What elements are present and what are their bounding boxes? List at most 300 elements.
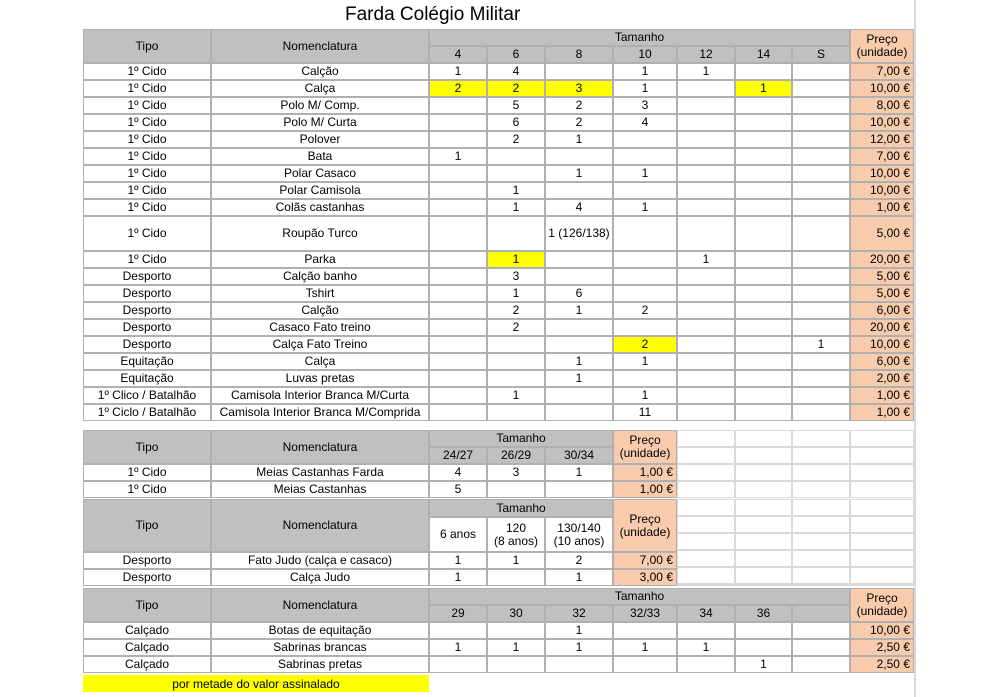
qty-cell: 2 — [487, 302, 545, 319]
qty-cell — [545, 319, 613, 336]
qty-cell — [735, 319, 792, 336]
qty-cell — [735, 404, 792, 421]
empty-cell — [677, 447, 735, 464]
empty-cell — [850, 516, 914, 533]
qty-cell — [677, 353, 735, 370]
row-tipo: 1º Cido — [83, 131, 211, 148]
price-cell: 10,00 € — [850, 336, 914, 353]
qty-cell — [735, 302, 792, 319]
row-tipo: 1º Cido — [83, 481, 211, 498]
qty-cell: 1 — [429, 639, 487, 656]
qty-cell — [545, 268, 613, 285]
size-header: 24/27 — [429, 447, 487, 464]
qty-cell — [545, 182, 613, 199]
qty-cell — [677, 216, 735, 251]
qty-cell — [735, 622, 792, 639]
row-nomenclatura: Polar Casaco — [211, 165, 429, 182]
qty-cell — [792, 656, 850, 673]
qty-cell — [487, 622, 545, 639]
qty-cell: 2 — [429, 80, 487, 97]
price-cell: 8,00 € — [850, 97, 914, 114]
grid-line — [914, 595, 916, 612]
qty-cell: 1 — [545, 165, 613, 182]
qty-cell — [735, 63, 792, 80]
row-tipo: Equitação — [83, 353, 211, 370]
size-header: 30 — [487, 605, 545, 622]
qty-cell: 4 — [545, 199, 613, 216]
row-nomenclatura: Calção banho — [211, 268, 429, 285]
qty-cell — [735, 285, 792, 302]
row-nomenclatura: Fato Judo (calça e casaco) — [211, 552, 429, 569]
grid-line — [914, 187, 916, 204]
row-nomenclatura: Calça — [211, 353, 429, 370]
col-header-tamanho: Tamanho — [429, 430, 613, 447]
qty-cell: 1 — [792, 336, 850, 353]
empty-cell — [677, 550, 735, 567]
qty-cell: 1 — [545, 569, 613, 586]
qty-cell — [429, 251, 487, 268]
empty-cell — [792, 481, 850, 498]
price-cell: 20,00 € — [850, 319, 914, 336]
row-tipo: Calçado — [83, 639, 211, 656]
grid-line — [914, 408, 916, 425]
qty-cell — [735, 251, 792, 268]
qty-cell — [792, 182, 850, 199]
qty-cell — [792, 404, 850, 421]
qty-cell — [677, 131, 735, 148]
row-nomenclatura: Polo M/ Comp. — [211, 97, 429, 114]
size-header: 4 — [429, 46, 487, 63]
qty-cell: 1 — [545, 464, 613, 481]
price-cell: 2,50 € — [850, 639, 914, 656]
qty-cell — [429, 370, 487, 387]
qty-cell — [735, 165, 792, 182]
qty-cell — [487, 353, 545, 370]
qty-cell — [677, 80, 735, 97]
empty-cell — [850, 464, 914, 481]
qty-cell — [792, 80, 850, 97]
grid-line — [914, 238, 916, 255]
col-header-preco: Preço (unidade) — [850, 29, 914, 63]
col-header-preco: Preço (unidade) — [613, 430, 677, 464]
empty-cell — [735, 567, 792, 584]
grid-line — [914, 204, 916, 221]
grid-line — [914, 629, 916, 646]
row-nomenclatura: Meias Castanhas — [211, 481, 429, 498]
qty-cell — [429, 656, 487, 673]
qty-cell — [792, 622, 850, 639]
qty-cell — [677, 319, 735, 336]
qty-cell — [792, 639, 850, 656]
row-tipo: 1º Cido — [83, 199, 211, 216]
col-header-preco: Preço (unidade) — [850, 588, 914, 622]
row-tipo: Desporto — [83, 569, 211, 586]
qty-cell — [613, 622, 677, 639]
qty-cell: 1 — [613, 80, 677, 97]
sheet-title: Farda Colégio Militar — [345, 4, 521, 25]
qty-cell: 1 — [735, 80, 792, 97]
qty-cell — [429, 285, 487, 302]
size-header: 6 — [487, 46, 545, 63]
qty-cell — [429, 114, 487, 131]
qty-cell — [613, 285, 677, 302]
row-nomenclatura: Meias Castanhas Farda — [211, 464, 429, 481]
qty-cell — [545, 336, 613, 353]
qty-cell — [792, 268, 850, 285]
qty-cell — [613, 216, 677, 251]
qty-cell: 4 — [429, 464, 487, 481]
qty-cell — [792, 63, 850, 80]
col-header-tamanho: Tamanho — [429, 29, 850, 46]
col-header-tipo: Tipo — [83, 499, 211, 552]
qty-cell: 1 — [429, 148, 487, 165]
price-cell: 5,00 € — [850, 268, 914, 285]
row-tipo: Desporto — [83, 285, 211, 302]
qty-cell — [487, 569, 545, 586]
qty-cell — [613, 319, 677, 336]
qty-cell — [735, 387, 792, 404]
grid-line — [914, 119, 916, 136]
qty-cell — [429, 353, 487, 370]
qty-cell — [677, 622, 735, 639]
qty-cell — [677, 97, 735, 114]
qty-cell — [677, 285, 735, 302]
price-cell: 1,00 € — [613, 464, 677, 481]
price-cell: 10,00 € — [850, 80, 914, 97]
qty-cell — [545, 481, 613, 498]
qty-cell: 1 — [545, 639, 613, 656]
row-nomenclatura: Calça Fato Treino — [211, 336, 429, 353]
col-header-tipo: Tipo — [83, 588, 211, 622]
qty-cell — [545, 251, 613, 268]
empty-cell — [677, 584, 735, 586]
qty-cell: 3 — [487, 268, 545, 285]
price-cell: 5,00 € — [850, 285, 914, 302]
price-cell: 7,00 € — [850, 148, 914, 165]
grid-line — [914, 102, 916, 119]
legend-note: por metade do valor assinalado — [83, 675, 429, 692]
grid-line — [914, 544, 916, 561]
row-tipo: Desporto — [83, 319, 211, 336]
qty-cell: 1 — [545, 302, 613, 319]
qty-cell: 6 — [545, 285, 613, 302]
row-tipo: 1º Clico / Batalhão — [83, 387, 211, 404]
empty-cell — [792, 550, 850, 567]
empty-cell — [677, 481, 735, 498]
row-nomenclatura: Tshirt — [211, 285, 429, 302]
grid-line — [914, 493, 916, 510]
row-nomenclatura: Polo M/ Curta — [211, 114, 429, 131]
row-nomenclatura: Camisola Interior Branca M/Comprida — [211, 404, 429, 421]
qty-cell — [792, 285, 850, 302]
empty-cell — [850, 481, 914, 498]
qty-cell — [677, 404, 735, 421]
row-nomenclatura: Colãs castanhas — [211, 199, 429, 216]
grid-line — [914, 425, 916, 442]
row-nomenclatura: Polar Camisola — [211, 182, 429, 199]
qty-cell: 2 — [545, 114, 613, 131]
qty-cell — [735, 353, 792, 370]
row-tipo: 1º Ciclo / Batalhão — [83, 404, 211, 421]
empty-cell — [850, 567, 914, 584]
qty-cell — [677, 336, 735, 353]
empty-cell — [735, 430, 792, 447]
size-header: 6 anos — [429, 517, 487, 552]
qty-cell: 1 (126/138) — [545, 216, 613, 251]
empty-cell — [735, 499, 792, 516]
col-header-nomenclatura: Nomenclatura — [211, 499, 429, 552]
grid-line — [914, 459, 916, 476]
qty-cell: 1 — [487, 182, 545, 199]
size-header: 8 — [545, 46, 613, 63]
qty-cell — [487, 336, 545, 353]
empty-cell — [735, 550, 792, 567]
qty-cell — [429, 404, 487, 421]
qty-cell — [792, 302, 850, 319]
grid-line — [914, 663, 916, 680]
row-nomenclatura: Botas de equitação — [211, 622, 429, 639]
col-header-nomenclatura: Nomenclatura — [211, 430, 429, 464]
col-header-nomenclatura: Nomenclatura — [211, 29, 429, 63]
grid-line — [914, 272, 916, 289]
price-cell: 5,00 € — [850, 216, 914, 251]
grid-line — [914, 646, 916, 663]
qty-cell: 1 — [613, 353, 677, 370]
grid-line — [914, 85, 916, 102]
price-cell: 1,00 € — [850, 199, 914, 216]
qty-cell: 1 — [613, 199, 677, 216]
grid-line — [914, 391, 916, 408]
qty-cell — [429, 97, 487, 114]
col-header-nomenclatura: Nomenclatura — [211, 588, 429, 622]
col-header-tamanho: Tamanho — [429, 588, 850, 605]
row-nomenclatura: Casaco Fato treino — [211, 319, 429, 336]
qty-cell — [735, 148, 792, 165]
qty-cell: 5 — [429, 481, 487, 498]
price-cell: 2,50 € — [850, 656, 914, 673]
grid-line — [914, 51, 916, 68]
qty-cell: 2 — [613, 302, 677, 319]
qty-cell: 2 — [545, 97, 613, 114]
qty-cell — [677, 165, 735, 182]
row-nomenclatura: Calça — [211, 80, 429, 97]
qty-cell — [735, 268, 792, 285]
qty-cell — [677, 302, 735, 319]
qty-cell — [735, 97, 792, 114]
qty-cell — [792, 370, 850, 387]
price-cell: 7,00 € — [850, 63, 914, 80]
qty-cell — [487, 148, 545, 165]
qty-cell: 2 — [487, 131, 545, 148]
row-tipo: Calçado — [83, 622, 211, 639]
qty-cell: 1 — [677, 251, 735, 268]
price-cell: 10,00 € — [850, 622, 914, 639]
empty-cell — [677, 533, 735, 550]
qty-cell — [487, 370, 545, 387]
qty-cell: 2 — [487, 80, 545, 97]
row-tipo: 1º Cido — [83, 182, 211, 199]
qty-cell — [613, 182, 677, 199]
price-cell: 10,00 € — [850, 182, 914, 199]
qty-cell — [613, 148, 677, 165]
row-nomenclatura: Bata — [211, 148, 429, 165]
size-header: 30/34 — [545, 447, 613, 464]
qty-cell — [735, 370, 792, 387]
size-header: 130/140 (10 anos) — [545, 517, 613, 552]
row-tipo: 1º Cido — [83, 80, 211, 97]
price-cell: 6,00 € — [850, 353, 914, 370]
qty-cell: 4 — [487, 63, 545, 80]
grid-line — [914, 578, 916, 595]
row-nomenclatura: Calça Judo — [211, 569, 429, 586]
grid-line — [914, 527, 916, 544]
qty-cell: 3 — [613, 97, 677, 114]
size-header: 120 (8 anos) — [487, 517, 545, 552]
qty-cell — [613, 370, 677, 387]
empty-cell — [677, 567, 735, 584]
price-cell: 3,00 € — [613, 569, 677, 586]
qty-cell — [429, 622, 487, 639]
qty-cell — [545, 387, 613, 404]
row-tipo: 1º Cido — [83, 63, 211, 80]
qty-cell: 1 — [545, 622, 613, 639]
qty-cell — [429, 336, 487, 353]
size-header: 32 — [545, 605, 613, 622]
qty-cell — [429, 216, 487, 251]
empty-cell — [850, 584, 914, 586]
empty-cell — [792, 584, 850, 586]
empty-cell — [850, 533, 914, 550]
qty-cell — [677, 387, 735, 404]
row-nomenclatura: Sabrinas brancas — [211, 639, 429, 656]
qty-cell — [429, 302, 487, 319]
grid-line — [914, 340, 916, 357]
qty-cell: 1 — [677, 639, 735, 656]
qty-cell: 1 — [487, 639, 545, 656]
empty-cell — [850, 550, 914, 567]
qty-cell — [429, 387, 487, 404]
price-cell: 10,00 € — [850, 114, 914, 131]
row-tipo: Desporto — [83, 302, 211, 319]
qty-cell — [545, 148, 613, 165]
qty-cell — [677, 182, 735, 199]
empty-cell — [850, 447, 914, 464]
grid-line — [914, 34, 916, 51]
empty-cell — [792, 567, 850, 584]
qty-cell: 1 — [487, 285, 545, 302]
price-cell: 7,00 € — [613, 552, 677, 569]
qty-cell: 4 — [613, 114, 677, 131]
empty-cell — [735, 481, 792, 498]
qty-cell: 1 — [429, 63, 487, 80]
row-nomenclatura: Polover — [211, 131, 429, 148]
empty-cell — [677, 430, 735, 447]
qty-cell: 1 — [545, 353, 613, 370]
row-nomenclatura: Camisola Interior Branca M/Curta — [211, 387, 429, 404]
qty-cell — [735, 216, 792, 251]
col-header-tipo: Tipo — [83, 29, 211, 63]
qty-cell: 2 — [613, 336, 677, 353]
row-tipo: Desporto — [83, 336, 211, 353]
empty-cell — [677, 516, 735, 533]
grid-line — [914, 442, 916, 459]
qty-cell: 1 — [487, 199, 545, 216]
grid-line — [914, 68, 916, 85]
grid-line — [914, 612, 916, 629]
qty-cell: 1 — [613, 387, 677, 404]
qty-cell: 1 — [613, 63, 677, 80]
row-tipo: 1º Cido — [83, 165, 211, 182]
grid-line — [914, 255, 916, 272]
size-header: 36 — [735, 605, 792, 622]
qty-cell — [735, 199, 792, 216]
size-header — [792, 605, 850, 622]
size-header: 34 — [677, 605, 735, 622]
grid-line — [914, 289, 916, 306]
qty-cell — [487, 404, 545, 421]
row-nomenclatura: Sabrinas pretas — [211, 656, 429, 673]
qty-cell — [792, 148, 850, 165]
row-tipo: 1º Cido — [83, 97, 211, 114]
qty-cell — [735, 182, 792, 199]
empty-cell — [792, 499, 850, 516]
qty-cell — [545, 404, 613, 421]
qty-cell — [792, 97, 850, 114]
qty-cell — [735, 336, 792, 353]
qty-cell: 1 — [545, 131, 613, 148]
qty-cell — [487, 481, 545, 498]
qty-cell: 1 — [487, 387, 545, 404]
qty-cell: 3 — [545, 80, 613, 97]
price-cell: 20,00 € — [850, 251, 914, 268]
price-cell: 1,00 € — [850, 387, 914, 404]
grid-line — [914, 510, 916, 527]
row-nomenclatura: Luvas pretas — [211, 370, 429, 387]
grid-line — [914, 170, 916, 187]
qty-cell — [677, 199, 735, 216]
size-header: 12 — [677, 46, 735, 63]
row-nomenclatura: Calção — [211, 302, 429, 319]
empty-cell — [677, 499, 735, 516]
qty-cell: 6 — [487, 114, 545, 131]
empty-cell — [677, 464, 735, 481]
qty-cell — [429, 182, 487, 199]
qty-cell: 5 — [487, 97, 545, 114]
grid-line — [914, 153, 916, 170]
qty-cell: 2 — [487, 319, 545, 336]
qty-cell — [429, 165, 487, 182]
qty-cell: 1 — [545, 370, 613, 387]
qty-cell: 1 — [429, 552, 487, 569]
row-tipo: 1º Cido — [83, 216, 211, 251]
qty-cell — [429, 199, 487, 216]
empty-cell — [735, 464, 792, 481]
empty-cell — [792, 430, 850, 447]
qty-cell — [677, 370, 735, 387]
size-header: 26/29 — [487, 447, 545, 464]
qty-cell — [735, 639, 792, 656]
row-nomenclatura: Parka — [211, 251, 429, 268]
grid-line — [914, 680, 916, 697]
price-cell: 12,00 € — [850, 131, 914, 148]
qty-cell — [677, 114, 735, 131]
grid-line — [914, 17, 916, 34]
row-tipo: Desporto — [83, 268, 211, 285]
row-tipo: Desporto — [83, 552, 211, 569]
empty-cell — [792, 533, 850, 550]
qty-cell — [613, 268, 677, 285]
qty-cell — [429, 268, 487, 285]
